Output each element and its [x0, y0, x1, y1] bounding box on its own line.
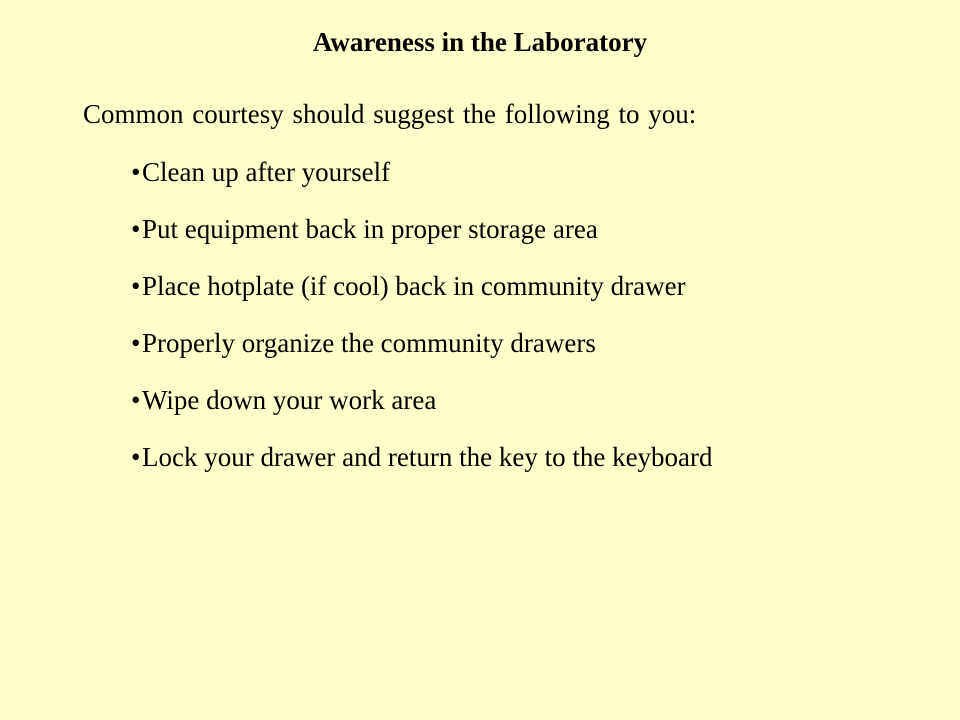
- bullet-text: Clean up after yourself: [142, 157, 391, 187]
- intro-text: Common courtesy should suggest the following to you:: [83, 99, 697, 129]
- bullet-text: Lock your drawer and return the key to the keyboard: [142, 442, 713, 472]
- bullet-dot-icon: •: [131, 271, 141, 301]
- bullet-text: Put equipment back in proper storage area: [142, 214, 598, 244]
- bullet-dot-icon: •: [131, 157, 141, 187]
- bullet-dot-icon: •: [131, 328, 141, 358]
- bullet-item-lock-drawer: [131, 439, 713, 475]
- bullet-item-wipe-work-area: [131, 382, 713, 418]
- slide-title: Awareness in the Laboratory: [312, 27, 648, 57]
- bullet-item-clean-up: [131, 154, 713, 190]
- bullet-item-place-hotplate: [131, 268, 713, 304]
- bullet-text: Wipe down your work area: [142, 385, 437, 415]
- bullet-text: Place hotplate (if cool) back in community drawer: [142, 271, 686, 301]
- bullet-dot-icon: •: [131, 442, 141, 472]
- bullet-text: Properly organize the community drawers: [142, 328, 596, 358]
- bullet-dot-icon: •: [131, 214, 141, 244]
- bullet-item-put-equipment-back: [131, 211, 713, 247]
- bullet-dot-icon: •: [131, 385, 141, 415]
- bullet-item-organize-drawers: [131, 325, 713, 361]
- bullet-list: [131, 154, 713, 475]
